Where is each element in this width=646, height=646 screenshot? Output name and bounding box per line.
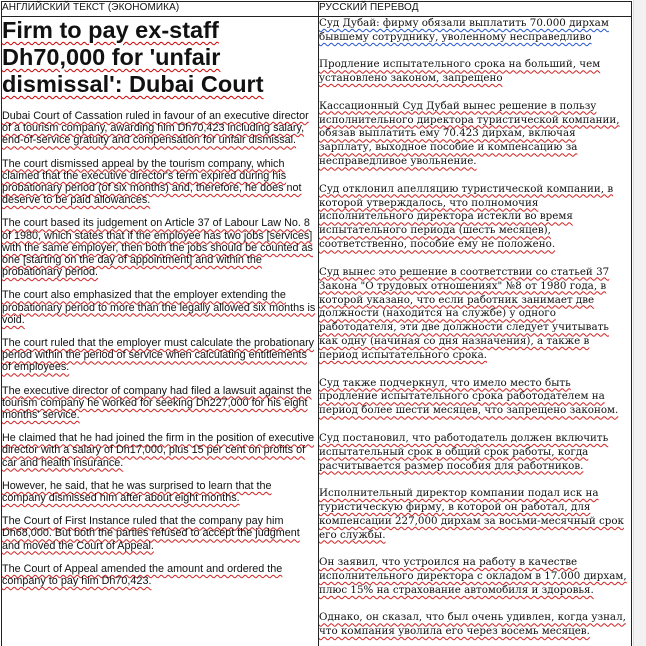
header-english: АНГЛИЙСКИЙ ТЕКСТ (ЭКОНОМИКА) — [2, 2, 319, 17]
russian-paragraph: Суд постановил, что работодатель должен включить испытательный срок в общий срок работы, когда расчитывается размер пособия для работников. — [319, 431, 609, 472]
english-cell-content — [2, 17, 318, 646]
russian-subheadline: Продление испытательного срока на больший, чем установлено законом, запрещено — [319, 58, 601, 85]
vertical-scrollbar[interactable] — [633, 0, 646, 646]
article-title: Firm to pay ex-staff Dh70,000 for 'unfair dismissal': Dubai Court — [2, 17, 264, 97]
english-paragraph: The executive director of company had filed a lawsuit against the tourism company he worked for seeking Dh227,000 for his eight months' service. — [2, 384, 312, 422]
english-paragraph: Dubai Court of Cassation ruled in favour of an executive director of a tourism company, awarding him Dh70,423 including salary, end-of-service gratuity and compensation for unfair dismissal. — [2, 110, 309, 147]
russian-paragraph: Суд вынес это решение в соответствии со статьей 37 Закона "О трудовых отношениях" №8 от 1980 года, в которой указано, что если работник занимает две должности (находится на службе) у одного работодателя, эти две должности следует учитывать как одну (начиная со дня назначения), а также в период испытательного срока. — [319, 265, 610, 362]
english-paragraph: The court also emphasized that the employer extending the probationary period to more than the legally allowed six months is void. — [2, 289, 316, 326]
english-paragraph: The Court of First Instance ruled that the company pay him Dh68,000. But both the parties refused to accept the judgment and moved the Court of Appeal. — [2, 515, 300, 552]
russian-paragraph: Кассационный Суд Дубай вынес решение в пользу исполнительного директора туристической компании, обязав выплатить ему 70.423 дирхам, включая зарплату, выходное пособие и компенсацию за несправедливое увольнение. — [319, 99, 620, 168]
translation-table — [1, 1, 632, 646]
english-paragraph: However, he said, that he was surprised to learn that the company dismissed him after about eight months. — [2, 479, 272, 505]
english-column[interactable] — [2, 17, 319, 646]
table-body-row — [2, 17, 632, 646]
russian-paragraph: Суд также подчеркнул, что имело место быть продление испытательного срока работодателем на период более шести месяцев, что запрещено законом. — [319, 376, 619, 417]
russian-cell-content — [319, 17, 631, 646]
table-header-row — [2, 2, 632, 17]
header-russian: РУССКИЙ ПЕРЕВОД — [319, 2, 632, 17]
russian-paragraph: Исполнительный директор компании подал иск на туристическую фирму, в которой он работал, для компенсации 227,000 дирхам за восьми-месячный срок его службы. — [319, 486, 624, 541]
russian-headline: Суд Дубай: фирму обязали выплатить 70.000 дирхам бывшему сотруднику, уволенному несправедливо — [319, 17, 609, 43]
english-paragraph: He claimed that he had joined the firm in the position of executive director with a salary of Dh17,000, plus 15 per cent on profits of car and health insurance. — [2, 432, 315, 469]
english-paragraph: The court based its judgement on Article 37 of Labour Law No. 8 of 1980, which states that if the employee has two jobs [services] with the same employer, then both the jobs should be counted as one [starting on the day of appointment] and within the probationary period. — [2, 217, 313, 279]
russian-paragraph: Однако, он сказал, что был очень удивлен, когда узнал, что компания уволила его через восемь месяцев. — [319, 611, 626, 638]
english-paragraph: The court ruled that the employer must calculate the probationary period within the period of service when calculating entitlements of employees. — [2, 337, 315, 374]
english-paragraph: The court dismissed appeal by the tourism company, which claimed that the executive director's term expired during his probationary period (of six months) and, therefore, he does not deserve to be paid allowances. — [2, 157, 302, 207]
russian-paragraph: Он заявил, что устроился на работу в качестве исполнительного директора с окладом в 17.000 дирхам, плюс 15% на страхование автомобиля и здоровья. — [319, 556, 627, 596]
english-paragraph: The Court of Appeal amended the amount and ordered the company to pay him Dh70,423. — [2, 562, 283, 588]
russian-paragraph: Суд отклонил апелляцию туристической компании, в которой утверждалось, что полномочия исполнительного директора истекли во время испытательного периода (шесть месяцев), соответственно, пособие ему не положено. — [319, 182, 614, 251]
russian-column[interactable] — [319, 17, 632, 646]
